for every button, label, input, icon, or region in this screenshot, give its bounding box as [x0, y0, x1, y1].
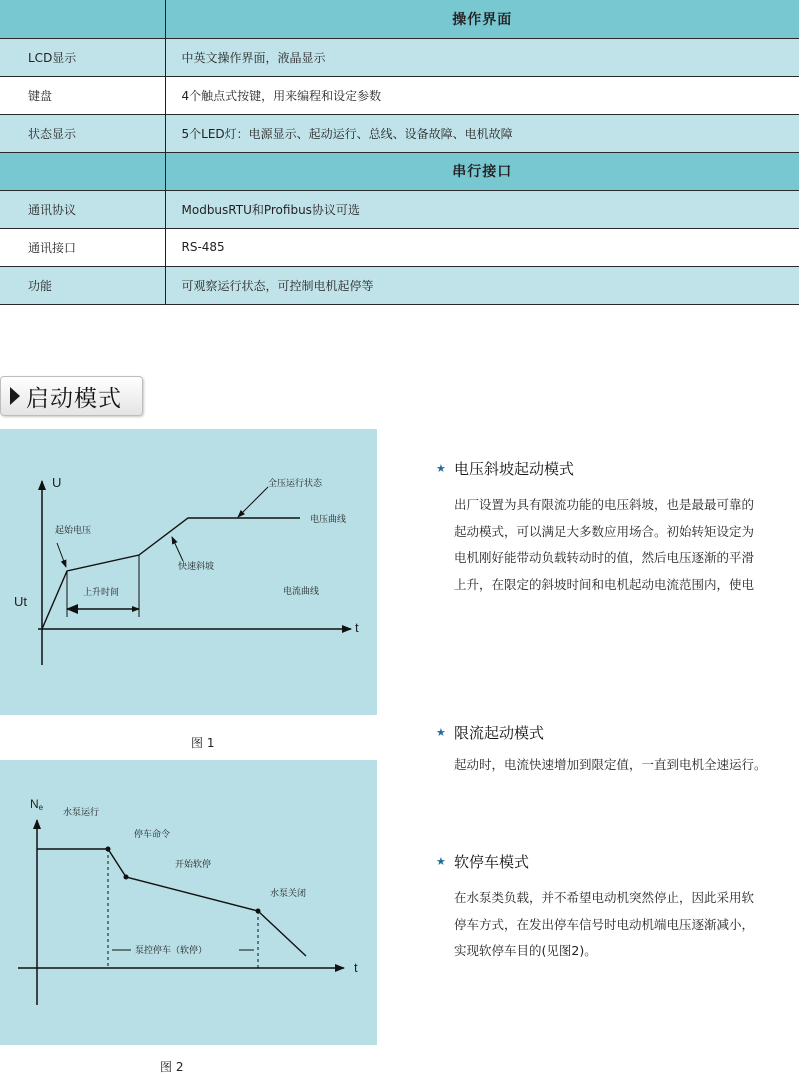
y-axis-label: Ne	[30, 797, 44, 812]
text-line: 起动时，电流快速增加到限定值，一直到电机全速运行。	[454, 757, 767, 772]
full-voltage-pointer	[238, 487, 268, 517]
figure-1-voltage-ramp	[0, 429, 377, 715]
row-value: ModbusRTU和Profibus协议可选	[165, 190, 799, 228]
section-heading-text: 启动模式	[26, 385, 122, 412]
stop-command-label: 停车命令	[134, 830, 171, 840]
mode-title: 软停车模式	[454, 852, 530, 871]
pump-running-label: 水泵运行	[63, 808, 100, 818]
start-voltage-label: 起始电压	[55, 526, 92, 536]
text-line: 上升，在限定的斜坡时间和电机起动电流范围内，使电	[454, 576, 755, 592]
star-icon: ★	[436, 725, 446, 739]
section-title-operation: 操作界面	[165, 0, 799, 38]
row-label: LCD显示	[0, 38, 165, 76]
full-voltage-label: 全压运行状态	[268, 479, 323, 489]
row-value: 4个触点式按键，用来编程和设定参数	[165, 76, 799, 114]
row-label: 通讯协议	[0, 190, 165, 228]
figure-2-soft-stop	[0, 760, 377, 1045]
soft-stop-point	[124, 875, 129, 880]
y-axis-label: U	[52, 475, 62, 490]
play-triangle-icon	[10, 387, 20, 405]
text-line: 实现软停车目的(见图2)。	[454, 943, 597, 958]
table-row	[0, 228, 799, 266]
figure-1-caption: 图 1	[191, 736, 215, 750]
row-value: 可观察运行状态，可控制电机起停等	[165, 266, 799, 304]
table-row	[0, 114, 799, 152]
x-axis-label: t	[354, 960, 358, 975]
mode-current-limit	[436, 722, 799, 779]
section-title-serial: 串行接口	[165, 152, 799, 190]
row-value: 中英文操作界面，液晶显示	[165, 38, 799, 76]
ut-label: Ut	[14, 594, 27, 609]
section-heading-start-modes	[0, 376, 143, 416]
current-curve-label: 电流曲线	[283, 587, 320, 597]
pump-soft-stop-label: 泵控停车（软停）	[135, 946, 208, 956]
table-row	[0, 266, 799, 304]
table-row	[0, 190, 799, 228]
row-label: 功能	[0, 266, 165, 304]
table-section-header	[0, 0, 799, 38]
figure-1-diagram	[0, 429, 377, 715]
row-value: 5个LED灯：电源显示、起动运行、总线、设备故障、电机故障	[165, 114, 799, 152]
star-icon: ★	[436, 461, 446, 475]
fast-ramp-pointer	[172, 537, 183, 561]
mode-description	[454, 885, 799, 965]
text-line: 电机刚好能带动负载转动时的值，然后电压逐渐的平滑	[454, 550, 755, 565]
mode-description	[454, 752, 799, 779]
row-label: 状态显示	[0, 114, 165, 152]
text-line: 在水泵类负载，并不希望电动机突然停止，因此采用软	[454, 890, 755, 905]
start-voltage-pointer	[57, 543, 66, 567]
voltage-curve-label: 电压曲线	[310, 515, 347, 525]
row-value: RS-485	[165, 228, 799, 266]
table-row	[0, 38, 799, 76]
text-line: 出厂设置为具有限流功能的电压斜坡，也是最最可靠的	[454, 497, 755, 512]
figure-2-diagram	[0, 760, 377, 1045]
mode-title: 限流起动模式	[454, 723, 545, 742]
text-line: 起动模式，可以满足大多数应用场合。初始转矩设定为	[454, 523, 755, 539]
row-label: 通讯接口	[0, 228, 165, 266]
mode-description	[454, 492, 799, 598]
figure-2-caption: 图 2	[160, 1060, 184, 1073]
mode-soft-stop	[436, 851, 799, 965]
table-row	[0, 76, 799, 114]
mode-title: 电压斜坡起动模式	[454, 459, 575, 478]
speed-curve-line	[37, 849, 306, 956]
soft-stop-start-label: 开始软停	[175, 860, 212, 870]
mode-voltage-ramp	[436, 458, 799, 598]
star-icon: ★	[436, 854, 446, 868]
table-section-header	[0, 152, 799, 190]
spec-table	[0, 0, 799, 305]
x-axis-label: t	[355, 620, 359, 635]
row-label: 键盘	[0, 76, 165, 114]
pump-off-label: 水泵关闭	[270, 889, 307, 899]
ramp-time-label: 上升时间	[83, 588, 120, 598]
text-line: 停车方式，在发出停车信号时电动机端电压逐渐减小，	[454, 916, 755, 932]
fast-ramp-label: 快速斜坡	[178, 562, 215, 572]
